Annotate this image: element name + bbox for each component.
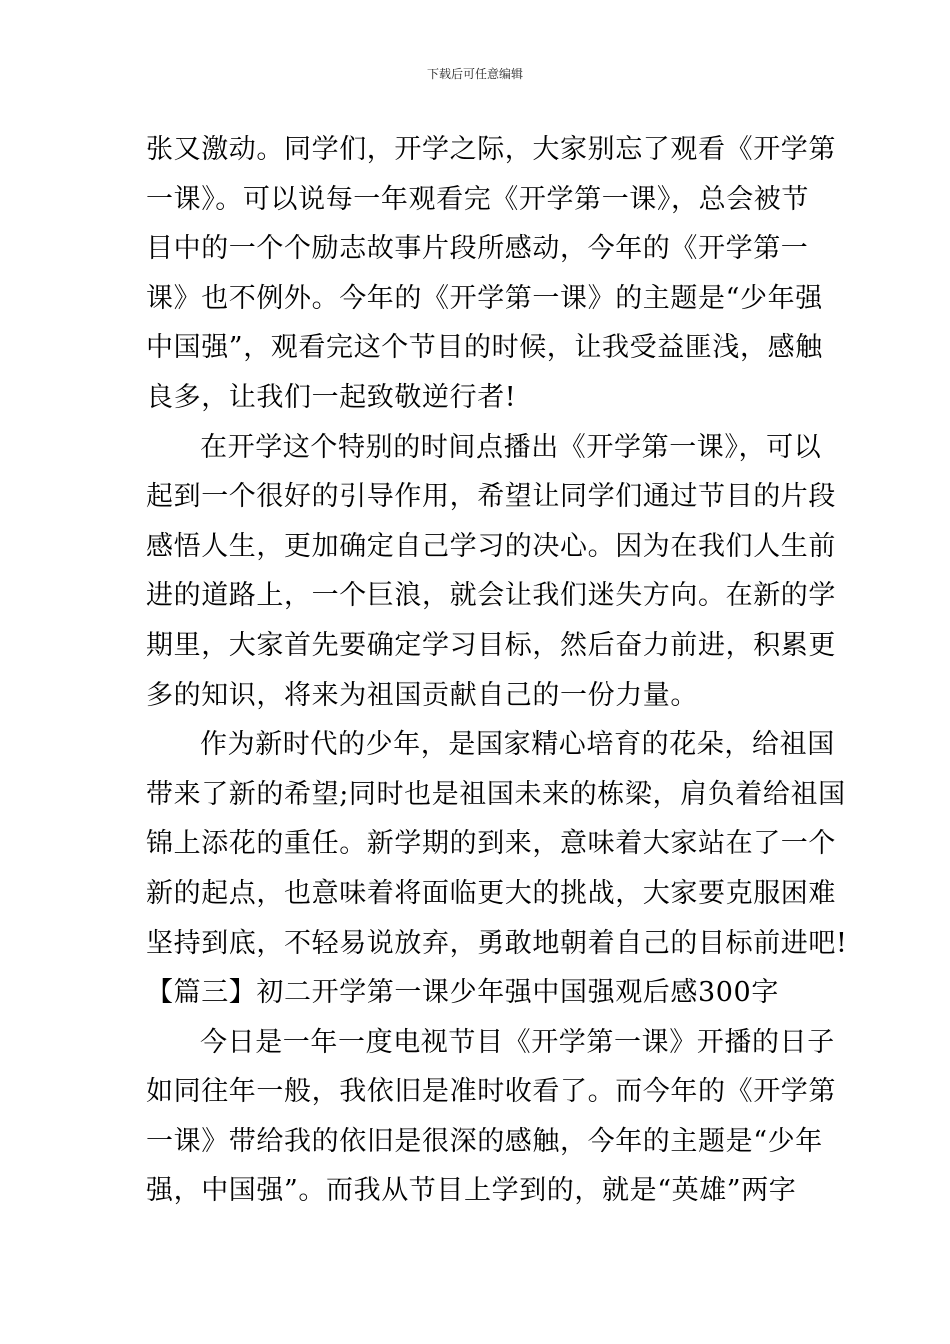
text-line: 多的知识，将来为祖国贡献自己的一份力量。 — [146, 679, 698, 711]
text-line: 作为新时代的少年，是国家精心培育的花朵，给祖国 — [200, 729, 835, 761]
text-line: 锦上添花的重任。新学期的到来，意味着大家站在了一个 — [146, 828, 836, 860]
text-line: 进的道路上，一个巨浪，就会让我们迷失方向。在新的学 — [146, 580, 836, 612]
text-line: 期里，大家首先要确定学习目标，然后奋力前进，积累更 — [146, 629, 836, 661]
text-line: 坚持到底，不轻易说放弃，勇敢地朝着自己的目标前进吧! — [146, 927, 848, 959]
page-header: 下载后可任意编辑 — [426, 67, 523, 81]
text-line: 强，中国强”。而我从节目上学到的，就是“英雄”两字 — [146, 1175, 797, 1207]
text-line: 如同往年一般，我依旧是准时收看了。而今年的《开学第 — [146, 1076, 836, 1108]
text-line: 目中的一个个励志故事片段所感动，今年的《开学第一 — [146, 233, 809, 265]
text-line: 课》也不例外。今年的《开学第一课》的主题是“少年强 — [146, 282, 823, 314]
text-line: 感悟人生，更加确定自己学习的决心。因为在我们人生前 — [146, 530, 836, 562]
section-heading: 【篇三】初二开学第一课少年强中国强观后感300字 — [146, 977, 779, 1009]
text-line: 一课》带给我的依旧是很深的感触，今年的主题是“少年 — [146, 1125, 823, 1157]
text-line: 带来了新的希望;同时也是祖国未来的栋梁，肩负着给祖国 — [146, 778, 846, 810]
text-line: 新的起点，也意味着将面临更大的挑战，大家要克服困难 — [146, 877, 836, 909]
text-line: 中国强”，观看完这个节目的时候，让我受益匪浅，感触 — [146, 332, 823, 364]
text-line: 张又激动。同学们，开学之际，大家别忘了观看《开学第 — [146, 134, 836, 165]
document-body — [146, 125, 848, 1216]
text-line: 良多，让我们一起致敬逆行者! — [146, 381, 517, 413]
text-line: 在开学这个特别的时间点播出《开学第一课》，可以 — [200, 431, 822, 463]
text-line: 一课》。可以说每一年观看完《开学第一课》，总会被节 — [146, 183, 809, 215]
text-line: 起到一个很好的引导作用，希望让同学们通过节目的片段 — [146, 481, 836, 513]
text-line: 今日是一年一度电视节目《开学第一课》开播的日子 — [200, 1026, 835, 1058]
